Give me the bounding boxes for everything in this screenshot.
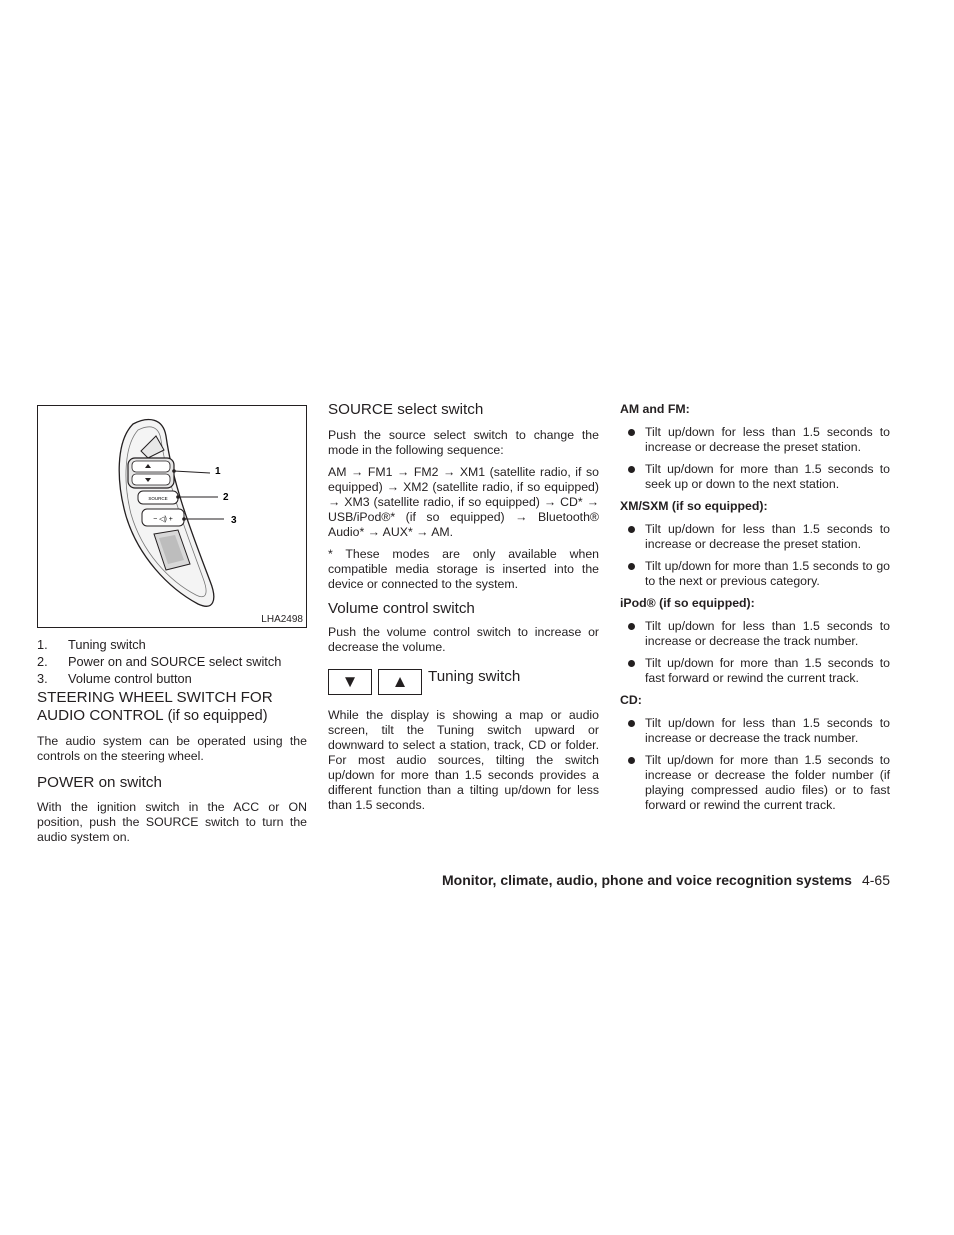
cd-heading: CD: xyxy=(620,693,642,707)
svg-text:− ◁) +: − ◁) + xyxy=(153,516,173,523)
list-item: Tilt up/down for more than 1.5 seconds to increase or decrease the folder number (if playing compressed audio files) or to fast forward or rewind the current track. xyxy=(620,753,890,813)
ipod-list xyxy=(620,619,890,686)
list-item: Tilt up/down for less than 1.5 seconds to increase or decrease the preset station. xyxy=(620,425,890,455)
power-text: With the ignition switch in the ACC or ON position, push the SOURCE switch to turn the audio system on. xyxy=(37,800,307,844)
tuning-down-icon: ▼ xyxy=(328,669,372,695)
footer-section-title: Monitor, climate, audio, phone and voice recognition systems xyxy=(442,872,852,888)
middle-column xyxy=(328,400,599,813)
legend-item: 1. Tuning switch xyxy=(37,637,146,652)
list-item: Tilt up/down for less than 1.5 seconds to increase or decrease the track number. xyxy=(620,619,890,649)
tuning-heading: Tuning switch xyxy=(428,668,521,685)
xm-list xyxy=(620,522,890,589)
xm-heading: XM/SXM (if so equipped): xyxy=(620,499,768,513)
list-item: Tilt up/down for more than 1.5 seconds to seek up or down to the next station. xyxy=(620,462,890,492)
volume-heading: Volume control switch xyxy=(328,600,475,617)
source-button-label: SOURCE xyxy=(148,496,168,501)
page-number: 4-65 xyxy=(861,872,890,888)
callout-3: 3 xyxy=(231,515,237,526)
page-footer xyxy=(442,872,890,888)
ipod-heading: iPod® (if so equipped): xyxy=(620,596,755,610)
volume-text: Push the volume control switch to increase or decrease the volume. xyxy=(328,625,599,654)
tuning-heading-row xyxy=(328,669,599,695)
callout-2: 2 xyxy=(223,492,229,503)
figure-legend xyxy=(37,636,307,687)
tuning-up-icon: ▲ xyxy=(378,669,422,695)
list-item: Tilt up/down for more than 1.5 seconds to go to the next or previous category. xyxy=(620,559,890,589)
source-intro: Push the source select switch to change the mode in the following sequence: xyxy=(328,428,599,457)
left-column xyxy=(37,400,307,845)
callout-1: 1 xyxy=(215,466,221,477)
section-heading-steering: STEERING WHEEL SWITCH FOR AUDIO CONTROL (if so equipped) xyxy=(37,689,273,724)
figure-id: LHA2498 xyxy=(261,614,303,625)
list-item: Tilt up/down for more than 1.5 seconds to fast forward or rewind the current track. xyxy=(620,656,890,686)
source-note: * These modes are only available when compatible media storage is inserted into the device or connected to the system. xyxy=(328,547,599,591)
tuning-text: While the display is showing a map or audio screen, tilt the Tuning switch upward or downward to select a station, track, CD or folder. For most audio sources, tilting the switch up/down for more than 1.5 seconds provides a different function than a tilting up/down for less than 1.5 seconds. xyxy=(328,708,599,812)
list-item: Tilt up/down for less than 1.5 seconds to increase or decrease the track number. xyxy=(620,716,890,746)
steering-switch-figure xyxy=(37,405,307,628)
steering-intro: The audio system can be operated using the controls on the steering wheel. xyxy=(37,734,307,763)
legend-item: 2. Power on and SOURCE select switch xyxy=(37,654,282,669)
am-fm-heading: AM and FM: xyxy=(620,402,690,416)
am-fm-list xyxy=(620,425,890,492)
source-sequence: AM → FM1 → FM2 → XM1 (satellite radio, if so equipped) → XM2 (satellite radio, if so equipped) → XM3 (satellite radio, if so equipped) → CD* → USB/iPod®* (if so equipped) → Bluetooth® Audio* → AUX* → AM. xyxy=(328,465,599,539)
legend-item: 3. Volume control button xyxy=(37,671,192,686)
list-item: Tilt up/down for less than 1.5 seconds to increase or decrease the preset station. xyxy=(620,522,890,552)
steering-switch-illustration xyxy=(38,406,306,627)
cd-list xyxy=(620,716,890,813)
source-heading: SOURCE select switch xyxy=(328,401,484,418)
right-column xyxy=(620,400,890,813)
power-heading: POWER on switch xyxy=(37,774,162,791)
